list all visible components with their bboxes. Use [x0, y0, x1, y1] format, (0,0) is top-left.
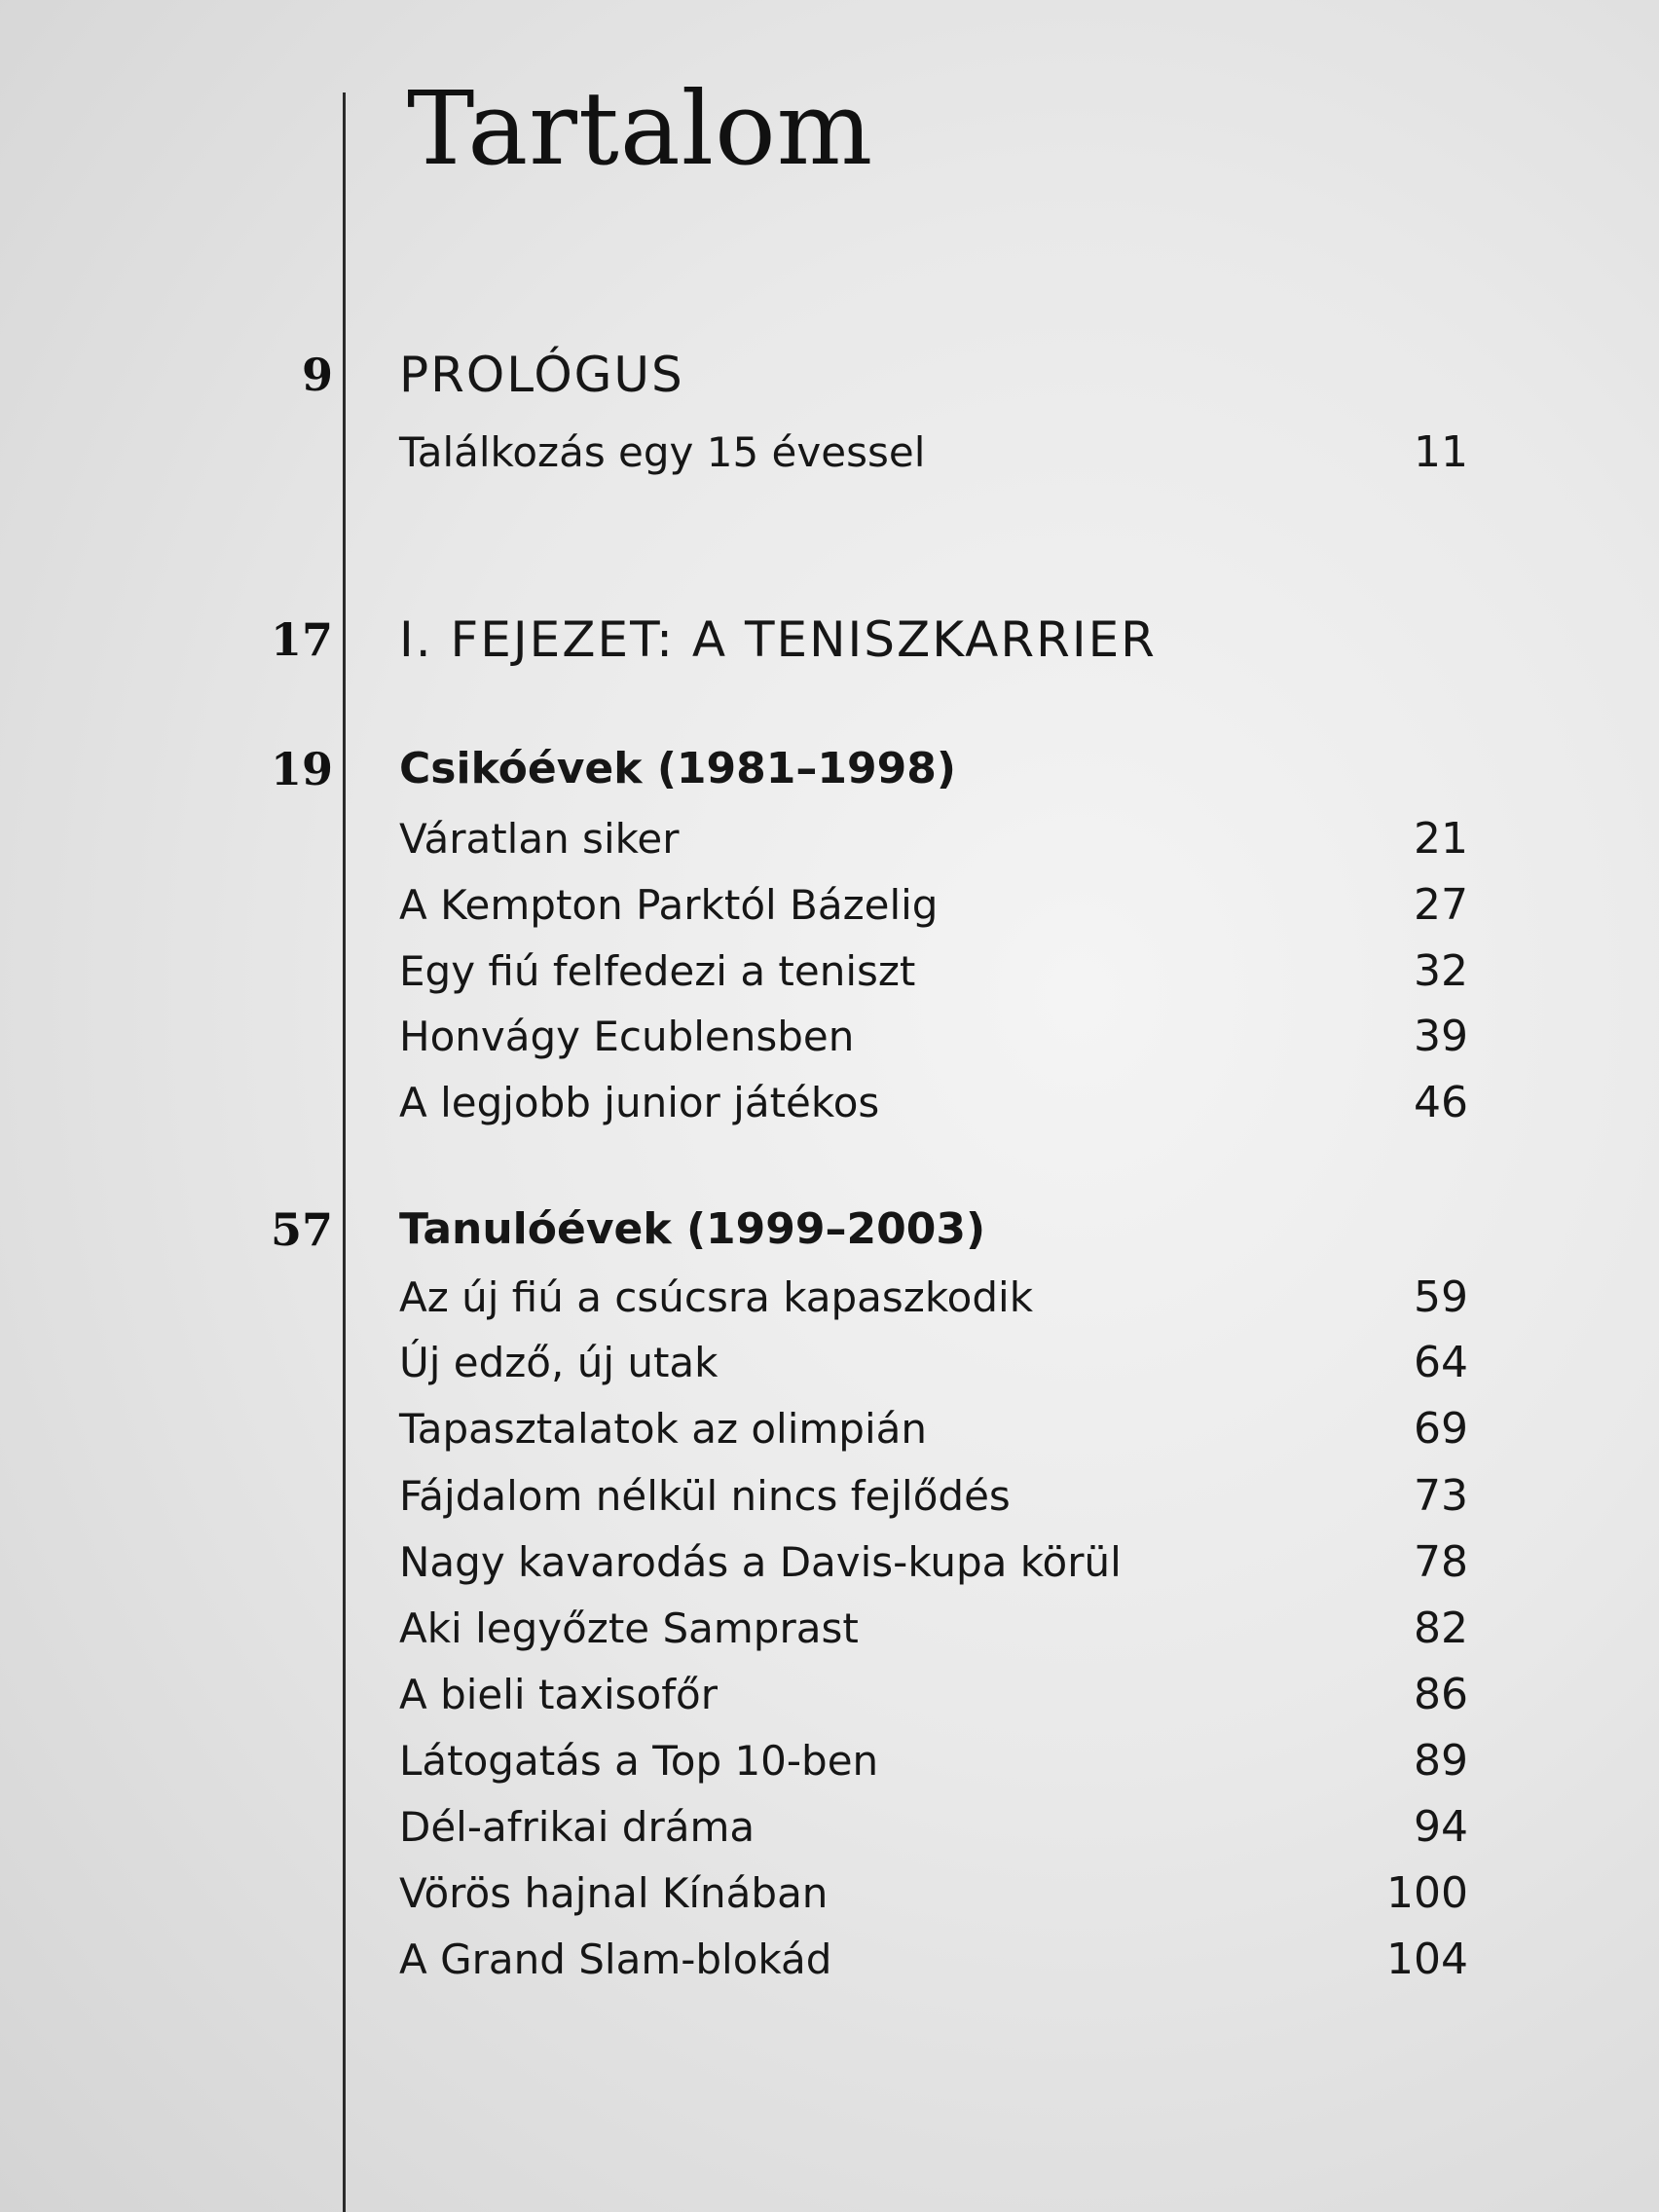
toc-page-number: 89 [1414, 1736, 1468, 1786]
toc-item [0, 1864, 1659, 1923]
toc-entry-title: Csikóévek (1981–1998) [399, 744, 956, 793]
toc-entry-title: Tapasztalatok az olimpián [399, 1405, 927, 1453]
toc-entry-title: Fájdalom nélkül nincs fejlődés [399, 1472, 1011, 1520]
toc-entry-title: Aki legyőzte Samprast [399, 1604, 859, 1652]
toc-page-number: 39 [1414, 1012, 1468, 1061]
toc-item [0, 1732, 1659, 1790]
toc-section [0, 740, 1659, 798]
toc-entry-title: Honvágy Ecublensben [399, 1013, 855, 1060]
toc-entry-title: Új edző, új utak [399, 1339, 719, 1386]
toc-item [0, 1467, 1659, 1526]
toc-entry-title: Vörös hajnal Kínában [399, 1869, 829, 1917]
toc-entry-title: Nagy kavarodás a Davis-kupa körül [399, 1538, 1122, 1586]
toc-section [0, 1200, 1659, 1259]
toc-page-number: 57 [270, 1203, 333, 1256]
toc-item [0, 810, 1659, 868]
toc-page-number: 27 [1414, 880, 1468, 930]
toc-page-number: 86 [1414, 1670, 1468, 1719]
toc-item [0, 1400, 1659, 1458]
toc-item [0, 1269, 1659, 1327]
toc-entry-title: Tanulóévek (1999–2003) [399, 1204, 986, 1254]
toc-page-number: 11 [1414, 427, 1468, 477]
toc-item [0, 876, 1659, 935]
page-title: Tartalom [407, 69, 874, 188]
toc-entry-title: Az új fiú a csúcsra kapaszkodik [399, 1273, 1034, 1321]
toc-page-number: 59 [1414, 1272, 1468, 1322]
toc-item [0, 424, 1659, 482]
toc-item [0, 1600, 1659, 1658]
toc-page-number: 32 [1414, 946, 1468, 996]
toc-page-number: 100 [1386, 1868, 1468, 1918]
toc-entry-title: Látogatás a Top 10-ben [399, 1737, 879, 1785]
toc-page-number: 104 [1386, 1935, 1468, 1984]
toc-item [0, 1798, 1659, 1857]
toc-entry-title: I. FEJEZET: A TENISZKARRIER [399, 611, 1157, 668]
toc-page-number: 94 [1414, 1802, 1468, 1852]
toc-entry-title: Dél-afrikai dráma [399, 1803, 756, 1851]
toc-page-number: 64 [1414, 1338, 1468, 1387]
toc-entry-title: Találkozás egy 15 évessel [399, 428, 926, 476]
toc-entry-title: A bieli taxisofőr [399, 1671, 718, 1718]
toc-entry-title: A Kempton Parktól Bázelig [399, 881, 939, 929]
toc-page-number: 46 [1414, 1078, 1468, 1127]
toc-page-number: 19 [270, 743, 333, 795]
toc-page-number: 78 [1414, 1537, 1468, 1587]
toc-item [0, 1334, 1659, 1392]
toc-page-number: 21 [1414, 814, 1468, 864]
toc-entry-title: A Grand Slam-blokád [399, 1936, 832, 1983]
toc-item [0, 942, 1659, 1001]
toc-entry-title: A legjobb junior játékos [399, 1079, 880, 1126]
toc-entry-title: Egy fiú felfedezi a teniszt [399, 947, 916, 995]
toc-page-number: 82 [1414, 1604, 1468, 1653]
toc-item [0, 1008, 1659, 1066]
toc-heading [0, 346, 1659, 404]
toc-item [0, 1533, 1659, 1592]
toc-item [0, 1931, 1659, 1989]
toc-page-number: 69 [1414, 1404, 1468, 1454]
toc-page-number: 17 [270, 613, 333, 666]
toc-page-number: 73 [1414, 1471, 1468, 1521]
toc-heading [0, 610, 1659, 669]
toc-item [0, 1666, 1659, 1724]
toc-entry-title: PROLÓGUS [399, 347, 684, 403]
toc-entry-title: Váratlan siker [399, 815, 680, 863]
toc-item [0, 1074, 1659, 1132]
toc-page-number: 9 [301, 349, 333, 401]
